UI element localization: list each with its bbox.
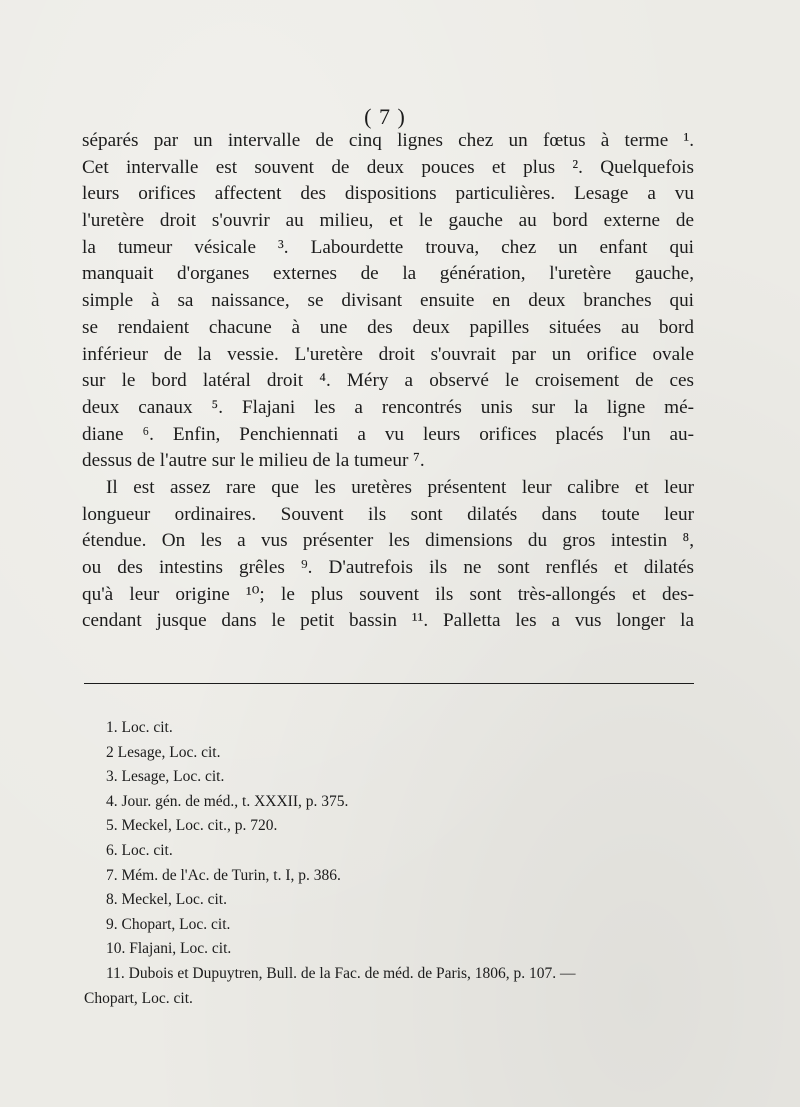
text-line: longueur ordinaires. Souvent ils sont dilatés dans toute leur [82, 503, 694, 525]
footnote-continuation: Chopart, Loc. cit. [84, 989, 193, 1007]
footnote: 2 Lesage, Loc. cit. [106, 743, 221, 761]
footnotes [84, 716, 704, 1011]
text-line: étendue. On les a vus présenter les dimensions du gros intestin ⁸, [82, 530, 694, 552]
text-line: sur le bord latéral droit ⁴. Méry a observé le croisement de ces [82, 370, 694, 392]
text-line: diane ⁶. Enfin, Penchiennati a vu leurs orifices placés l'un au- [82, 423, 694, 445]
text-line: inférieur de la vessie. L'uretère droit s'ouvrait par un orifice ovale [82, 343, 694, 365]
footnote: 6. Loc. cit. [106, 841, 173, 859]
text-line: qu'à leur origine ¹⁰; le plus souvent ils sont très-allongés et des- [82, 583, 694, 605]
text-line: la tumeur vésicale ³. Labourdette trouva, chez un enfant qui [82, 236, 694, 258]
footnote: 7. Mém. de l'Ac. de Turin, t. I, p. 386. [106, 866, 341, 884]
text-line: ou des intestins grêles ⁹. D'autrefois ils ne sont renflés et dilatés [82, 557, 694, 578]
footnote: 10. Flajani, Loc. cit. [106, 940, 232, 958]
text-line: séparés par un intervalle de cinq lignes chez un fœtus à terme ¹. [82, 130, 694, 151]
footnote: 1. Loc. cit. [106, 719, 173, 736]
text-line: dessus de l'autre sur le milieu de la tumeur ⁷. [82, 450, 425, 472]
text-line: se rendaient chacune à une des deux papilles situées au bord [82, 316, 694, 338]
text-line: manquait d'organes externes de la génération, l'uretère gauche, [82, 263, 694, 285]
footnote: 8. Meckel, Loc. cit. [106, 891, 227, 909]
text-line: deux canaux ⁵. Flajani les a rencontrés unis sur la ligne mé- [82, 396, 694, 418]
paragraph-start-line: Il est assez rare que les uretères présentent leur calibre et leur [106, 476, 694, 498]
footnote: 5. Meckel, Loc. cit., p. 720. [106, 817, 278, 835]
text-line: l'uretère droit s'ouvrir au milieu, et le gauche au bord externe de [82, 210, 694, 232]
footnote: 11. Dubois et Dupuytren, Bull. de la Fac. de méd. de Paris, 1806, p. 107. — [106, 964, 576, 982]
body-text [82, 128, 694, 635]
text-line: cendant jusque dans le petit bassin ¹¹. Palletta les a vus longer la [82, 610, 694, 632]
footnote-separator [84, 683, 694, 684]
footnote: 3. Lesage, Loc. cit. [106, 768, 225, 786]
page-number: ( 7 ) [364, 104, 406, 129]
text-line: simple à sa naissance, se divisant ensuite en deux branches qui [82, 290, 694, 312]
text-line: Cet intervalle est souvent de deux pouces et plus ². Quelquefois [82, 156, 694, 178]
footnote: 4. Jour. gén. de méd., t. XXXII, p. 375. [106, 792, 349, 810]
footnote: 9. Chopart, Loc. cit. [106, 915, 231, 933]
text-line: leurs orifices affectent des dispositions particulières. Lesage a vu [82, 183, 694, 205]
